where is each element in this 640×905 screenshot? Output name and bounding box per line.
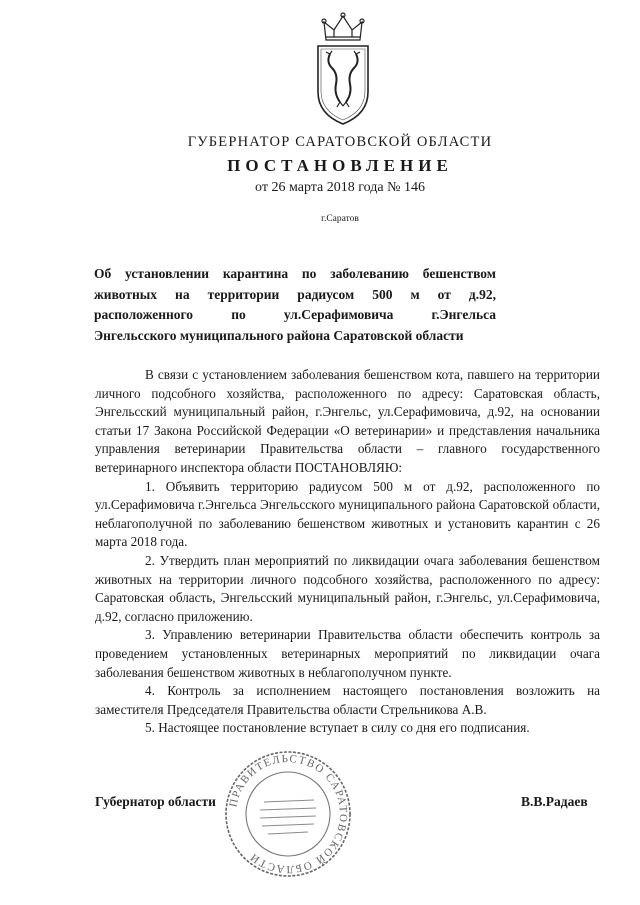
preamble-paragraph: В связи с установлением заболевания бешенством кота, павшего на территории личного подсобного хозяйства, расположенного по адресу: Саратовская область, Энгельсский муниципальный район, г.Энгельс, ул.Серафимовича, д.92, на основании статьи 17 Закона Российской Федерации «О ветеринарии» и представления начальника управления ветеринарии Правительства области – главного государственного ветеринарного инспектора области ПОСТАНОВЛЯЮ: <box>95 367 600 475</box>
clause-2: 2. Утвердить план мероприятий по ликвидации очага заболевания бешенством животных на территории личного подсобного хозяйства, расположенного по адресу: Саратовская область, Энгельсский муниципальный район, г.Энгельс, ул.Серафимовича, д.92, согласно приложению. <box>95 552 600 624</box>
coat-of-arms-emblem <box>312 10 374 130</box>
title-line: расположенного по ул.Серафимовича г.Энгельса <box>94 307 496 322</box>
title-line: Энгельсского муниципального района Саратовской области <box>94 327 464 343</box>
title-line: Об установлении карантина по заболеванию бешенством <box>94 266 496 281</box>
signer-name: В.В.Радаев <box>521 794 588 809</box>
official-stamp <box>222 748 354 880</box>
title-line: животных на территории радиусом 500 м от д.92, <box>94 286 496 302</box>
clause-1: 1. Объявить территорию радиусом 500 м от д.92, расположенного по ул.Серафимовича г.Энгельса Энгельсского муниципального района Саратовской области, неблагополучной по заболеванию бешенством животных и установить карантин с 26 марта 2018 года. <box>95 478 600 550</box>
stamp-outer-text: ПРАВИТЕЛЬСТВО САРАТОВСКОЙ ОБЛАСТИ <box>227 752 350 876</box>
document-date-number: от 26 марта 2018 года № 146 <box>255 180 425 195</box>
document-type-heading: ПОСТАНОВЛЕНИЕ <box>227 156 453 175</box>
issuing-authority: ГУБЕРНАТОР САРАТОВСКОЙ ОБЛАСТИ <box>187 134 493 150</box>
document-title <box>94 264 496 346</box>
place-of-issue: г.Саратов <box>321 214 359 224</box>
clause-4: 4. Контроль за исполнением настоящего постановления возложить на заместителя Председателя Правительства области Стрельникова А.В. <box>95 683 600 717</box>
signer-title: Губернатор области <box>95 794 216 809</box>
clause-3: 3. Управлению ветеринарии Правительства области обеспечить контроль за проведением установленных ветеринарных мероприятий по ликвидации очага заболевания бешенством животных в неблагополучном пункте. <box>95 627 600 680</box>
document-body <box>95 366 600 738</box>
clause-5: 5. Настоящее постановление вступает в силу со дня его подписания. <box>145 720 530 736</box>
